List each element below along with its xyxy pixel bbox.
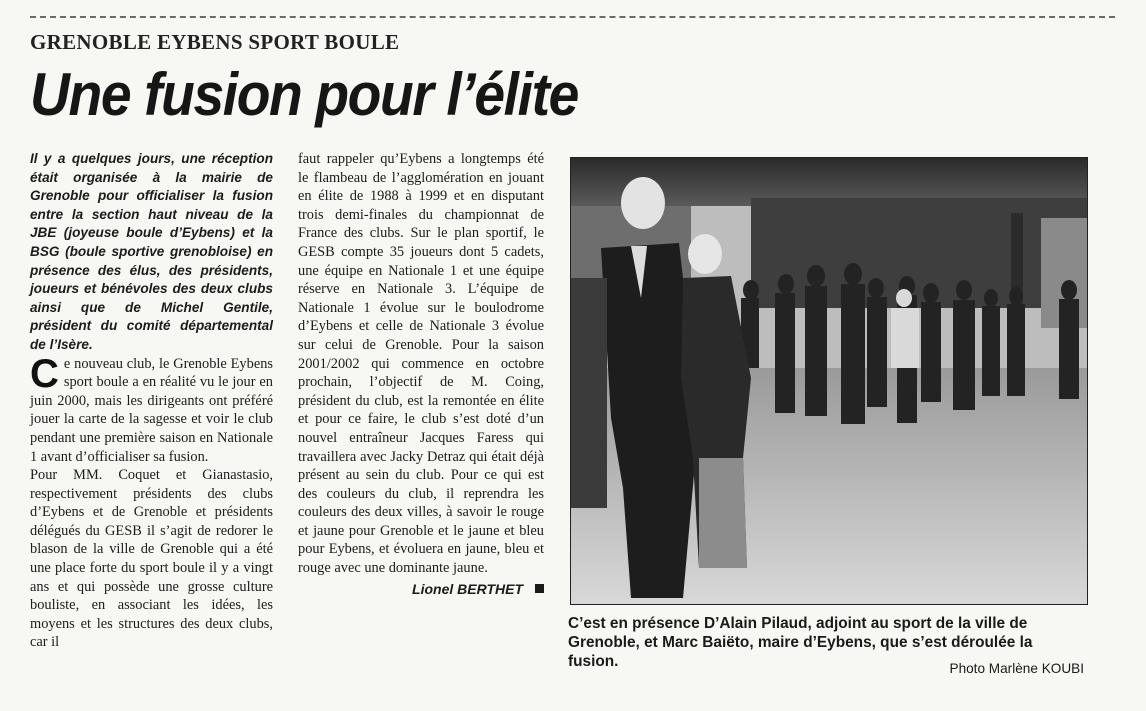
- news-photo: [570, 157, 1088, 605]
- article-lead: Il y a quelques jours, une réception était organisée à la mairie de Grenoble pour officialiser la fusion entre la section haut niveau de la JBE (joyeuse boule d’Eybens) et la BSG (boule sportive grenobloise) en présence des élus, des présidents, joueurs et bénévoles des deux clubs ainsi que de Michel Gentile, président du comité départemental de l’Isère.: [30, 151, 273, 352]
- photo-credit: Photo Marlène KOUBI: [949, 661, 1084, 676]
- photo-caption: C’est en présence D’Alain Pilaud, adjoint au sport de la ville de Grenoble, et Marc Baiëto, maire d’Eybens, que s’est déroulée la fusion.: [568, 615, 1033, 670]
- end-mark-icon: [535, 584, 544, 593]
- column-1: [30, 150, 273, 652]
- article-kicker: GRENOBLE EYBENS SPORT BOULE: [30, 30, 400, 54]
- byline: [298, 580, 544, 599]
- paragraph-1-text: e nouveau club, le Grenoble Eybens sport boule a en réalité vu le jour en juin 2000, mais les dirigeants ont préféré jouer la carte de la sagesse et voir le club pendant une première saison en Nationale 1 avant d’officialiser sa fusion.: [30, 355, 273, 465]
- paragraph-3: faut rappeler qu’Eybens a longtemps été le flambeau de l’agglomération en jouant en élite de 1988 à 1999 et en disputant trois demi-finales du championnat de France des clubs. Sur le plan sportif, le GESB compte 35 joueurs dont 5 cadets, une équipe en Nationale 1 et une équipe réserve en Nationale 3. L’équipe de Nationale 1 évolue sur le boulodrome d’Eybens et celle de Nationale 3 évolue sur celui de Grenoble. Pour la saison 2001/2002 qui commence en octobre prochain, l’objectif de M. Coing, président du club, est la remontée en élite et pour ce faire, le club s’est doté d’un nouvel entraîneur Jacques Faress qui travaillera avec Jacky Detraz qui était déjà présent au sein du club. Pour ce qui est des couleurs du club, il reprendra les couleurs des deux villes, à savoir le rouge et jaune pour Grenoble et le jaune et bleu pour Eybens, et évoluera en jaune, bleu et rouge avec une dominante jaune.: [298, 151, 544, 577]
- photo-illustration: [571, 158, 1087, 604]
- byline-author: Lionel BERTHET: [412, 580, 523, 597]
- paragraph-2: Pour MM. Coquet et Gianastasio, respectivement présidents des clubs d’Eybens et de Grenoble et présidents délégués du GESB il s’agit de redorer le blason de la ville de Grenoble qui a été une place forte du sport boule il y a vingt ans et qui possède une grosse culture bouliste, en associant les idées, les moyens et les structures des deux clubs, car il: [30, 467, 273, 651]
- column-2: [298, 150, 544, 598]
- top-rule: [30, 16, 1115, 18]
- paragraph-1: [30, 351, 273, 467]
- article-headline: Une fusion pour l’élite: [30, 61, 578, 128]
- drop-cap: C: [30, 351, 59, 396]
